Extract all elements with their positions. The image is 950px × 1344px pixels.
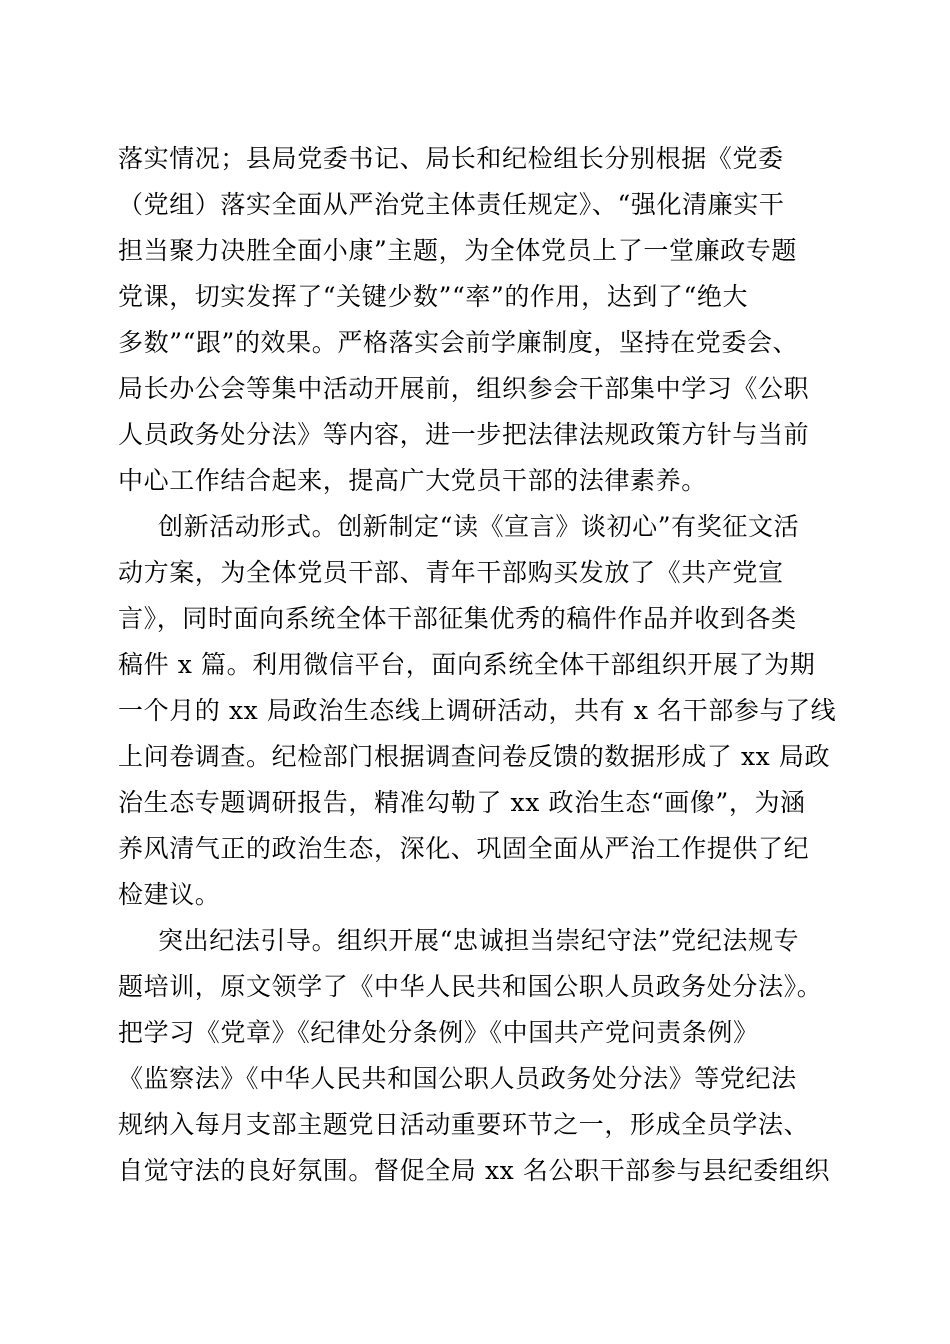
text-line: 检建议。 <box>118 880 221 909</box>
text-line: 党课，切实发挥了“关键少数”“率”的作用，达到了“绝大 <box>118 282 749 311</box>
text-line: 《监察法》《中华人民共和国公职人员政务处分法》等党纪法 <box>118 1064 797 1093</box>
text-line: 落实情况；县局党委书记、局长和纪检组长分别根据《党委 <box>118 144 784 173</box>
paragraph-heading-line: 创新活动形式。创新制定“读《宣言》谈初心”有奖征文活 <box>158 512 800 541</box>
text-line: 言》，同时面向系统全体干部征集优秀的稿件作品并收到各类 <box>118 604 797 633</box>
text-line: 中心工作结合起来，提高广大党员干部的法律素养。 <box>118 466 707 495</box>
text-line: （党组）落实全面从严治党主体责任规定》、“强化清廉实干 <box>118 190 785 219</box>
text-line: 稿件 x 篇。利用微信平台，面向系统全体干部组织开展了为期 <box>118 650 816 679</box>
paragraph-heading-line: 突出纪法引导。组织开展“忠诚担当崇纪守法”党纪法规专 <box>158 926 800 955</box>
text-line: 规纳入每月支部主题党日活动重要环节之一，形成全员学法、 <box>118 1110 810 1139</box>
text-line: 人员政务处分法》等内容，进一步把法律法规政策方针与当前 <box>118 420 810 449</box>
text-line: 养风清气正的政治生态，深化、巩固全面从严治工作提供了纪 <box>118 834 810 863</box>
text-line: 把学习《党章》《纪律处分条例》《中国共产党问责条例》 <box>118 1018 759 1047</box>
text-line: 治生态专题调研报告，精准勾勒了 xx 政治生态“画像”，为涵 <box>118 788 806 817</box>
text-line: 多数”“跟”的效果。严格落实会前学廉制度，坚持在党委会、 <box>118 328 799 357</box>
text-line: 动方案，为全体党员干部、青年干部购买发放了《共产党宣 <box>118 558 784 587</box>
text-line: 一个月的 xx 局政治生态线上调研活动，共有 x 名干部参与了线 <box>118 696 837 725</box>
text-line: 上问卷调查。纪检部门根据调查问卷反馈的数据形成了 xx 局政 <box>118 742 831 771</box>
text-line: 题培训，原文领学了《中华人民共和国公职人员政务处分法》。 <box>118 972 823 1001</box>
text-line: 局长办公会等集中活动开展前，组织参会干部集中学习《公职 <box>118 374 810 403</box>
text-line: 自觉守法的良好氛围。督促全局 xx 名公职干部参与县纪委组织 <box>118 1156 831 1185</box>
text-line: 担当聚力决胜全面小康”主题，为全体党员上了一堂廉政专题 <box>118 236 797 265</box>
